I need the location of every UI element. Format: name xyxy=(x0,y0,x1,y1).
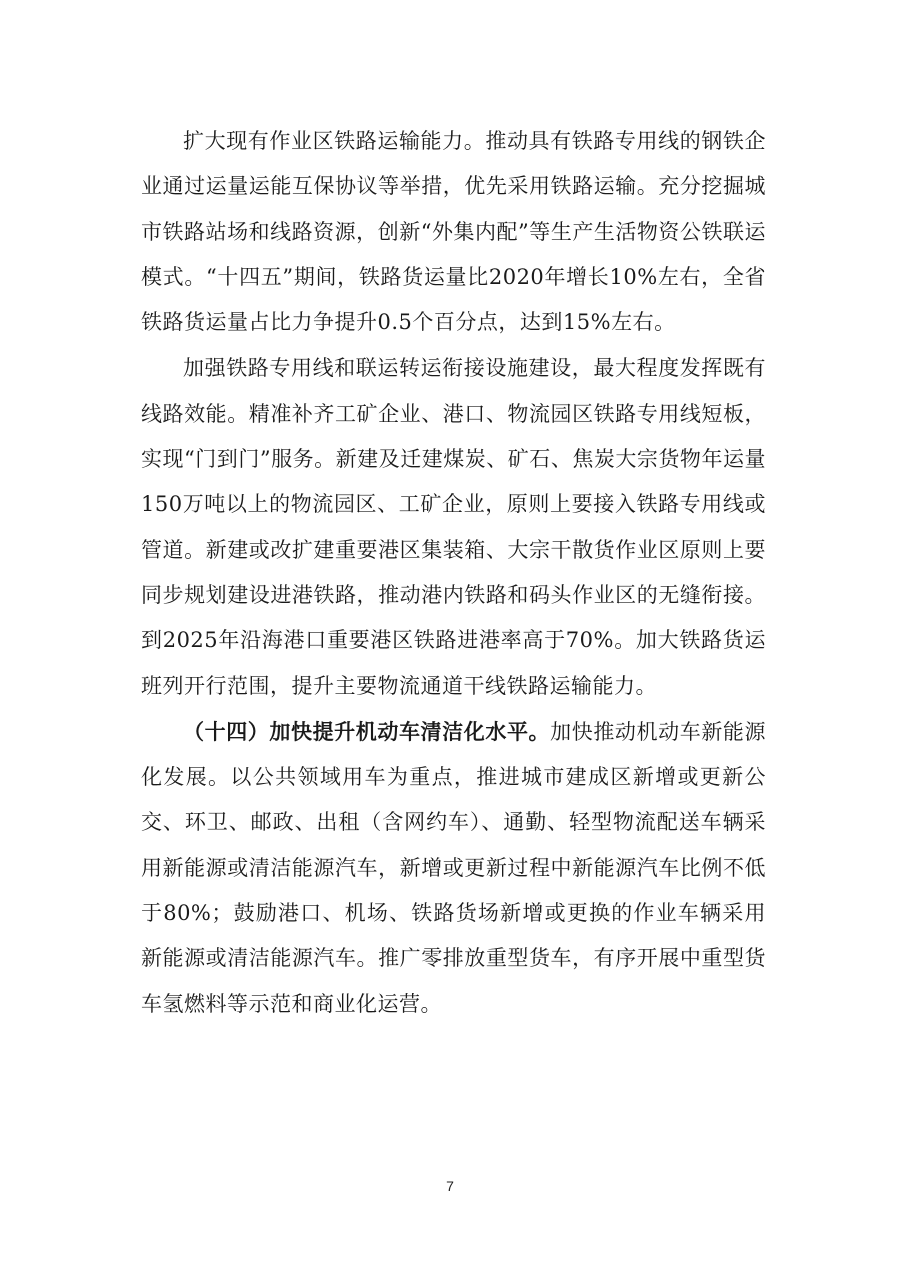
paragraph-text: 加强铁路专用线和联运转运衔接设施建设，最大程度发挥既有线路效能。精准补齐工矿企业、港口、物流园区铁路专用线短板，实现“门到门”服务。新建及迁建煤炭、矿石、焦炭大宗货物年运量150万吨以上的物流园区、工矿企业，原则上要接入铁路专用线或管道。新建或改扩建重要港区集装箱、大宗干散货作业区原则上要同步规划建设进港铁路，推动港内铁路和码头作业区的无缝衔接。到2025年沿海港口重要港区铁路进港率高于70%。加大铁路货运班列开行范围，提升主要物流通道干线铁路运输能力。 xyxy=(141,356,766,698)
body-text xyxy=(141,118,766,1027)
paragraph-special-lines xyxy=(141,345,766,708)
paragraph-text: 扩大现有作业区铁路运输能力。推动具有铁路专用线的钢铁企业通过运量运能互保协议等举措，优先采用铁路运输。充分挖掘城市铁路站场和线路资源，创新“外集内配”等生产生活物资公铁联运模式。“十四五”期间，铁路货运量比2020年增长10%左右，全省铁路货运量占比力争提升0.5个百分点，达到15%左右。 xyxy=(141,129,766,335)
section-heading: （十四）加快提升机动车清洁化水平。 xyxy=(183,718,551,744)
page-number: 7 xyxy=(446,1178,454,1194)
paragraph-railway-capacity xyxy=(141,118,766,345)
paragraph-vehicle-cleaning xyxy=(141,709,766,1027)
paragraph-text: 加快推动机动车新能源化发展。以公共领域用车为重点，推进城市建成区新增或更新公交、环卫、邮政、出租（含网约车）、通勤、轻型物流配送车辆采用新能源或清洁能源汽车，新增或更新过程中新能源汽车比例不低于80%；鼓励港口、机场、铁路货场新增或更换的作业车辆采用新能源或清洁能源汽车。推广零排放重型货车，有序开展中重型货车氢燃料等示范和商业化运营。 xyxy=(141,719,767,1016)
